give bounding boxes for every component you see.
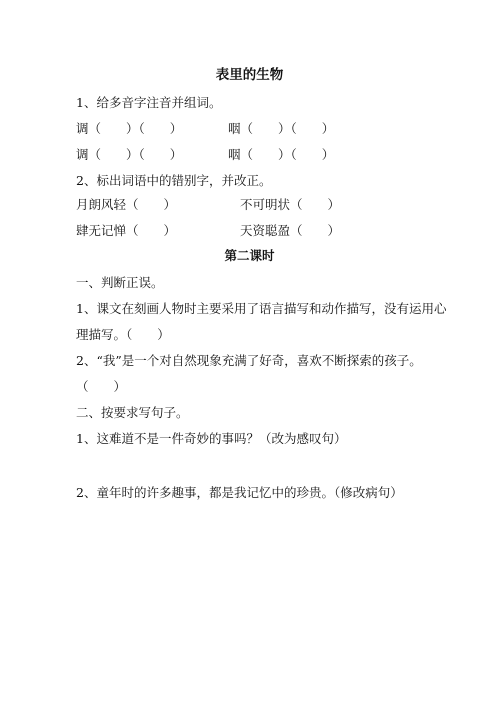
part-1-heading: 一、判断正误。 bbox=[76, 275, 164, 290]
lesson-2-title: 第二课时 bbox=[224, 248, 275, 263]
q2-row1-left: 月朗风轻（ ） bbox=[76, 197, 177, 212]
part2-item2: 2、童年时的许多趣事，都是我记忆中的珍贵。（修改病句） bbox=[76, 485, 403, 500]
part1-item2-line1: 2、“我”是一个对自然现象充满了好奇，喜欢不断探索的孩子。 bbox=[76, 353, 422, 368]
part1-item2-line2: （ ） bbox=[76, 379, 127, 394]
question-1-heading: 1、给多音字注音并组词。 bbox=[76, 95, 222, 110]
page-title: 表里的生物 bbox=[215, 67, 284, 83]
q2-row2-right: 天资聪盈（ ） bbox=[240, 223, 341, 238]
q1-row2-right: 咽（ ）（ ） bbox=[228, 147, 335, 162]
q2-row1-right: 不可明状（ ） bbox=[240, 197, 341, 212]
q1-row1-left: 调（ ）（ ） bbox=[76, 121, 183, 136]
part2-item1: 1、这难道不是一件奇妙的事吗？（改为感叹句） bbox=[76, 431, 347, 446]
part1-item1-line1: 1、课文在刻画人物时主要采用了语言描写和动作描写，没有运用心 bbox=[76, 301, 447, 316]
q2-row2-left: 肆无记惮（ ） bbox=[76, 223, 177, 238]
question-2-heading: 2、标出词语中的错别字，并改正。 bbox=[76, 173, 272, 188]
q1-row1-right: 咽（ ）（ ） bbox=[228, 121, 335, 136]
part1-item1-line2: 理描写。（ ） bbox=[76, 327, 170, 342]
q1-row2-left: 调（ ）（ ） bbox=[76, 147, 183, 162]
part-2-heading: 二、按要求写句子。 bbox=[76, 405, 189, 420]
